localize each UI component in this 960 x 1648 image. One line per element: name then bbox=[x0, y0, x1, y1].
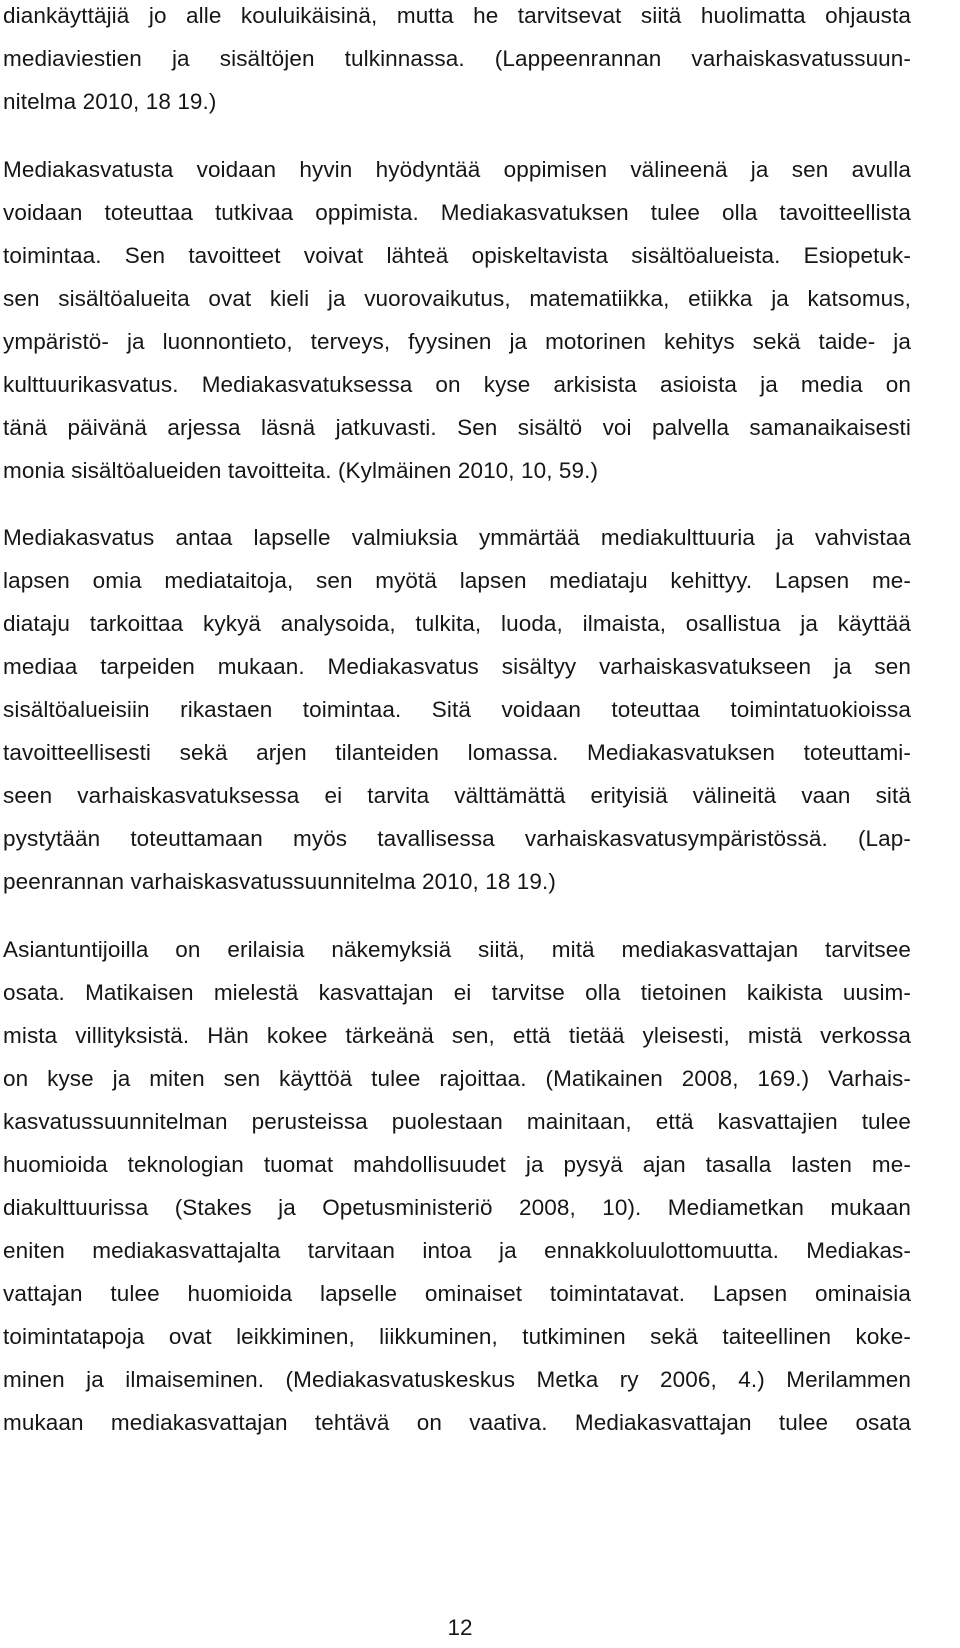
text-line: toimintatapoja ovat leikkiminen, liikkuminen, tutkiminen sekä taiteellinen koke- bbox=[3, 1324, 911, 1349]
text-line: sen sisältöalueita ovat kieli ja vuorovaikutus, matematiikka, etiikka ja katsomus, bbox=[3, 286, 911, 311]
text-line: sisältöalueisiin rikastaen toimintaa. Sitä voidaan toteuttaa toimintatuokioissa bbox=[3, 697, 911, 722]
text-line: diakulttuurissa (Stakes ja Opetusministeriö 2008, 10). Mediametkan mukaan bbox=[3, 1195, 911, 1220]
text-line: on kyse ja miten sen käyttöä tulee rajoittaa. (Matikainen 2008, 169.) Varhais- bbox=[3, 1066, 911, 1091]
text-line: eniten mediakasvattajalta tarvitaan intoa ja ennakkoluulottomuutta. Mediakas- bbox=[3, 1238, 911, 1263]
text-line: monia sisältöalueiden tavoitteita. (Kylmäinen 2010, 10, 59.) bbox=[3, 458, 599, 483]
text-line: Mediakasvatus antaa lapselle valmiuksia ymmärtää mediakulttuuria ja vahvistaa bbox=[3, 525, 911, 550]
text-line: vattajan tulee huomioida lapselle ominaiset toimintatavat. Lapsen ominaisia bbox=[3, 1281, 911, 1306]
text-line: Asiantuntijoilla on erilaisia näkemyksiä siitä, mitä mediakasvattajan tarvitsee bbox=[3, 937, 911, 962]
text-line: mediaviestien ja sisältöjen tulkinnassa. (Lappeenrannan varhaiskasvatussuun- bbox=[3, 46, 911, 71]
text-line: mukaan mediakasvattajan tehtävä on vaativa. Mediakasvattajan tulee osata bbox=[3, 1410, 911, 1435]
text-line: toimintaa. Sen tavoitteet voivat lähteä opiskeltavista sisältöalueista. Esiopetuk- bbox=[3, 243, 911, 268]
text-line: tänä päivänä arjessa läsnä jatkuvasti. Sen sisältö voi palvella samanaikaisesti bbox=[3, 415, 911, 440]
text-line: minen ja ilmaiseminen. (Mediakasvatuskeskus Metka ry 2006, 4.) Merilammen bbox=[3, 1367, 911, 1392]
text-line: osata. Matikaisen mielestä kasvattajan ei tarvitse olla tietoinen kaikista uusim- bbox=[3, 980, 911, 1005]
text-line: voidaan toteuttaa tutkivaa oppimista. Mediakasvatuksen tulee olla tavoitteellista bbox=[3, 200, 911, 225]
text-line: ympäristö- ja luonnontieto, terveys, fyysinen ja motorinen kehitys sekä taide- ja bbox=[3, 329, 911, 354]
text-line: kulttuurikasvatus. Mediakasvatuksessa on kyse arkisista asioista ja media on bbox=[3, 372, 911, 397]
text-line: seen varhaiskasvatuksessa ei tarvita välttämättä erityisiä välineitä vaan sitä bbox=[3, 783, 911, 808]
text-line: tavoitteellisesti sekä arjen tilanteiden lomassa. Mediakasvatuksen toteuttami- bbox=[3, 740, 911, 765]
text-line: lapsen omia mediataitoja, sen myötä lapsen mediataju kehittyy. Lapsen me- bbox=[3, 568, 911, 593]
text-line: kasvatussuunnitelman perusteissa puolestaan mainitaan, että kasvattajien tulee bbox=[3, 1109, 911, 1134]
text-line: diankäyttäjiä jo alle kouluikäisinä, mutta he tarvitsevat siitä huolimatta ohjausta bbox=[3, 3, 911, 28]
page-number: 12 bbox=[447, 1615, 473, 1640]
text-line: huomioida teknologian tuomat mahdollisuudet ja pysyä ajan tasalla lasten me- bbox=[3, 1152, 911, 1177]
text-line: nitelma 2010, 18 19.) bbox=[3, 89, 217, 114]
text-line: pystytään toteuttamaan myös tavallisessa varhaiskasvatusympäristössä. (Lap- bbox=[3, 826, 911, 851]
text-line: Mediakasvatusta voidaan hyvin hyödyntää oppimisen välineenä ja sen avulla bbox=[3, 157, 911, 182]
text-line: diataju tarkoittaa kykyä analysoida, tulkita, luoda, ilmaista, osallistua ja käyttää bbox=[3, 611, 911, 636]
text-line: mista villityksistä. Hän kokee tärkeänä sen, että tietää yleisesti, mistä verkossa bbox=[3, 1023, 911, 1048]
text-line: peenrannan varhaiskasvatussuunnitelma 2010, 18 19.) bbox=[3, 869, 556, 894]
text-line: mediaa tarpeiden mukaan. Mediakasvatus sisältyy varhaiskasvatukseen ja sen bbox=[3, 654, 911, 679]
